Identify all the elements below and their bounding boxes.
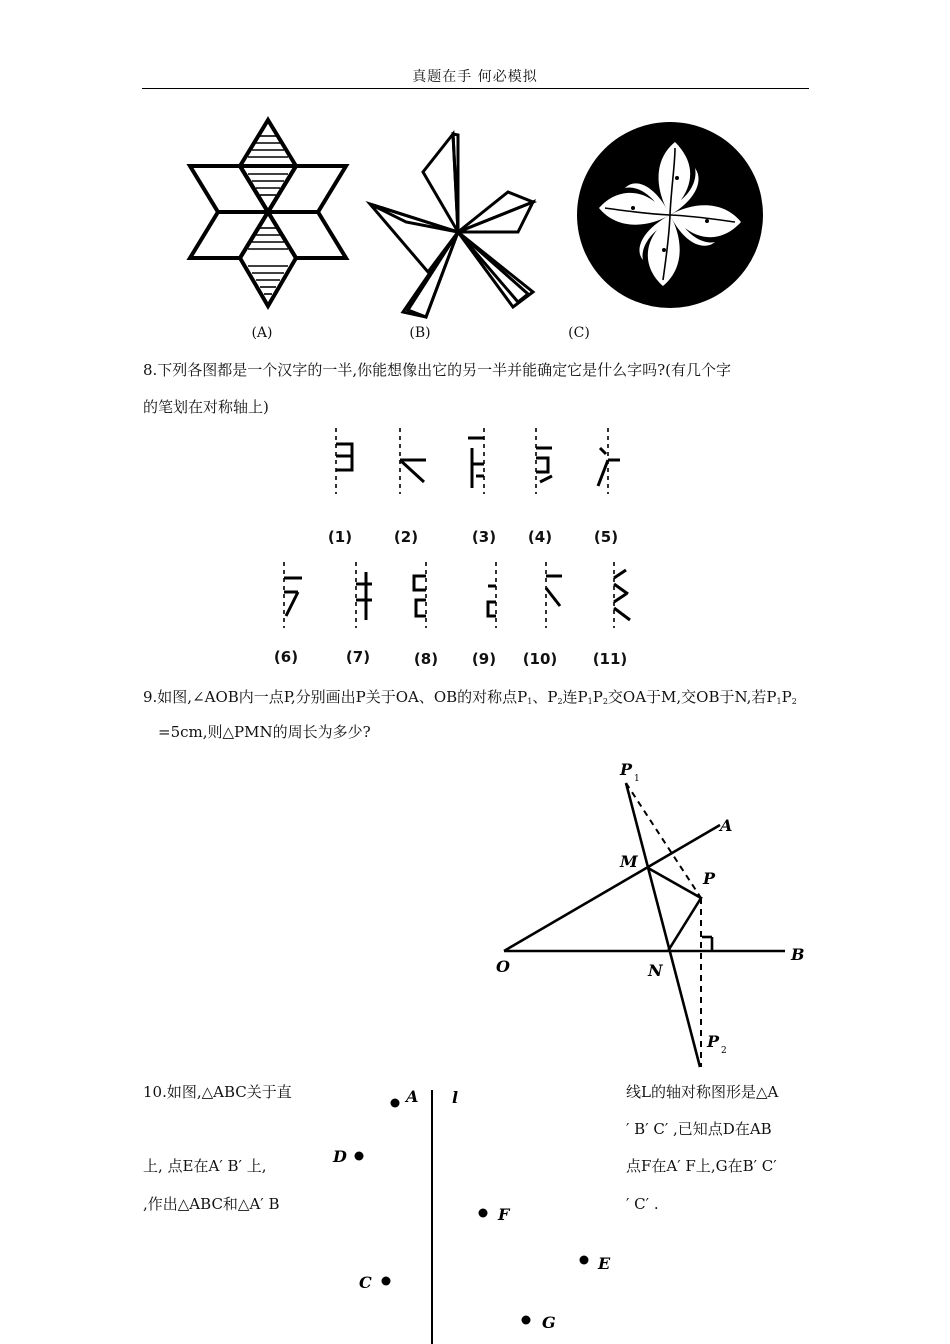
q8-label-11: (11) [592,650,628,668]
point-c [382,1277,391,1286]
point-a [391,1099,400,1108]
q9-text-a: 9.如图,∠AOB内一点P,分别画出P关于OA、OB的对称点P [143,688,528,706]
figure-b-pinwheel [368,132,538,332]
label-q10-d: D [333,1147,347,1166]
q9-sub-2: 2 [557,697,563,706]
q9-line-2: =5cm,则△PMN的周长为多少? [158,723,371,741]
label-q10-f: F [498,1205,510,1224]
label-b: B [791,945,805,964]
label-q10-a: A [406,1087,419,1106]
q8-label-5: (5) [593,528,619,546]
label-p2-sub: 2 [721,1046,727,1056]
q10-right-3: 点F在A′ F上,G在B′ C′ [626,1157,777,1175]
point-e [580,1256,589,1265]
label-line-l: l [452,1088,459,1107]
q8-label-8: (8) [413,650,439,668]
page-header: 真题在手 何必模拟 [412,69,538,85]
label-p2: P [707,1032,720,1051]
label-m: M [620,852,638,871]
q9-text-b: 、P [532,688,558,706]
q8-label-6: (6) [273,648,299,666]
figure-a-star [188,116,348,316]
q9-text-c: 连P [562,688,588,706]
q8-label-3: (3) [471,528,497,546]
q10-left-2: 上, 点E在A′ B′ 上, [143,1157,267,1175]
q9-sub-6: 2 [791,697,797,706]
q10-right-2: ′ B′ C′ ,已知点D在AB [626,1120,772,1138]
q8-label-9: (9) [471,650,497,668]
header-rule [142,88,809,89]
point-d [355,1152,364,1161]
q8-label-4: (4) [527,528,553,546]
q9-sub-4: 2 [602,697,608,706]
q10-symmetry-figure [325,1084,615,1344]
q10-right-1: 线L的轴对称图形是△A [626,1083,779,1101]
q10-left-3: ,作出△ABC和△A′ B [143,1195,280,1213]
q9-line-1 [143,690,797,706]
q8-label-2: (2) [393,528,419,546]
q9-text-f: P [781,688,792,706]
q8-line-1: 8.下列各图都是一个汉字的一半,你能想像出它的另一半并能确定它是什么字吗?(有几个字 [143,361,731,379]
label-p: P [703,869,716,888]
q9-sub-3: 1 [587,697,593,706]
label-a: A [720,816,733,835]
q9-text-d: P [592,688,603,706]
caption-c: (C) [568,325,590,341]
q9-sub-5: 1 [776,697,782,706]
label-p1-sub: 1 [634,774,640,784]
q8-half-characters-row-2 [268,558,648,633]
label-o: O [496,957,510,976]
label-q10-e: E [598,1254,611,1273]
label-q10-c: C [359,1273,372,1292]
q9-sub-1: 1 [527,697,533,706]
label-n: N [648,961,663,980]
q8-label-10: (10) [522,650,558,668]
figure-c-bauhinia-circle [575,120,765,310]
q8-line-2: 的笔划在对称轴上) [143,398,269,416]
caption-b: (B) [409,325,431,341]
q8-label-1: (1) [327,528,353,546]
q10-left-1: 10.如图,△ABC关于直 [143,1083,292,1101]
point-f [479,1209,488,1218]
q8-half-characters-row-1 [320,424,640,499]
q10-right-4: ′ C′ . [626,1195,659,1213]
point-g [522,1316,531,1325]
label-p1: P [620,760,633,779]
q9-angle-figure [490,755,820,1075]
caption-a: (A) [251,325,273,341]
q9-text-e: 交OA于M,交OB于N,若P [607,688,777,706]
label-q10-g: G [542,1313,556,1332]
q8-label-7: (7) [345,648,371,666]
